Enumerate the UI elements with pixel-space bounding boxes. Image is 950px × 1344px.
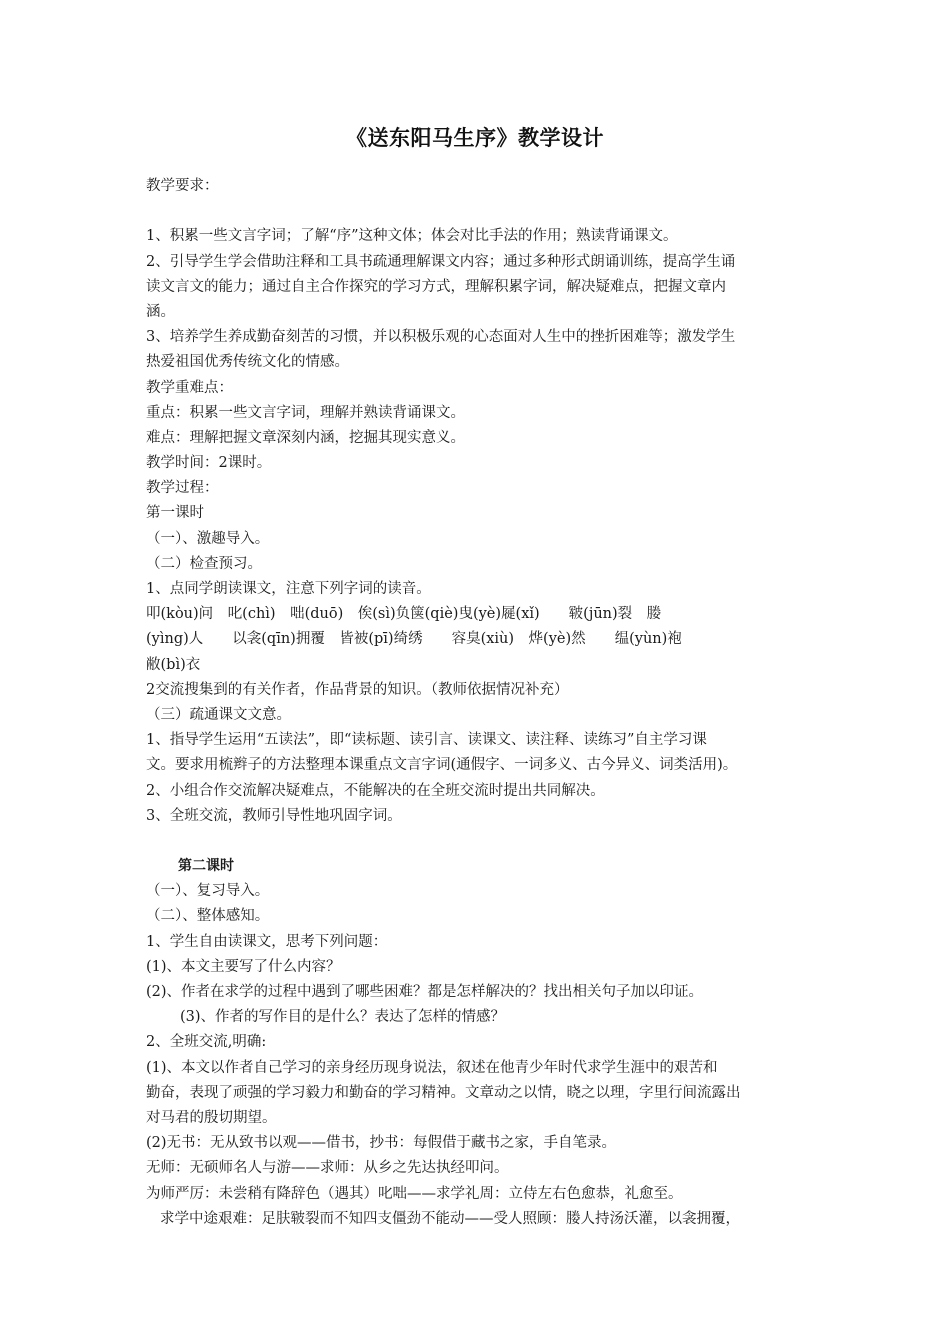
- blank-line: [146, 829, 814, 854]
- lesson-two-heading: 第二课时: [178, 858, 234, 875]
- answer-2-no-books: (2)无书：无从致书以观——借书，抄书：每假借于藏书之家，手自笔录。: [146, 1135, 617, 1152]
- lesson-one-step-3-item-2: 2、小组合作交流解决疑难点，不能解决的在全班交流时提出共同解决。: [146, 782, 605, 799]
- pronunciation-list: 叩(kòu)问 叱(chì) 咄(duō) 俟(sì)负箧(qiè)曳(yè)屣(xǐ) 皲(jūn)裂 媵: [146, 606, 662, 623]
- lesson-two-step-1: （一）、复习导入。: [146, 883, 270, 900]
- lesson-one-step-3: （三）疏通课文文意。: [146, 706, 291, 723]
- requirement-item-3-cont: 热爱祖国优秀传统文化的情感。: [146, 354, 349, 371]
- lesson-one-step-2-item-2: 2交流搜集到的有关作者，作品背景的知识。（教师依据情况补充）: [146, 681, 569, 698]
- requirement-item-2: 2、引导学生学会借助注释和工具书疏通理解课文内容；通过多种形式朗诵训练，提高学生诵: [146, 253, 736, 270]
- answer-1-cont: 对马君的殷切期望。: [146, 1109, 277, 1126]
- answer-2-no-teacher: 无师：无硕师名人与游——求师：从乡之先达执经叩问。: [146, 1160, 509, 1177]
- requirement-item-2-cont: 读文言文的能力；通过自主合作探究的学习方式，理解积累字词，解决疑难点，把握文章内: [146, 278, 726, 295]
- key-point: 重点：积累一些文言字词，理解并熟读背诵课文。: [146, 404, 465, 421]
- lesson-two-step-2-item-2: 2、全班交流,明确:: [146, 1034, 267, 1051]
- section-heading-process: 教学过程：: [146, 480, 219, 497]
- lesson-one-step-3-item-1-cont: 文。要求用梳辫子的方法整理本课重点文言字词(通假字、一词多义、古今异义、词类活用)。: [146, 757, 738, 774]
- requirement-item-2-cont: 涵。: [146, 303, 175, 320]
- requirement-item-3: 3、培养学生养成勤奋刻苦的习惯，并以积极乐观的心态面对人生中的挫折困难等；激发学生: [146, 329, 736, 346]
- question-2: (2)、作者在求学的过程中遇到了哪些困难？都是怎样解决的？找出相关句子加以印证。: [146, 984, 704, 1000]
- question-1: (1)、本文主要写了什么内容？: [146, 958, 341, 975]
- answer-1: (1)、本文以作者自己学习的亲身经历现身说法，叙述在他青少年时代求学生涯中的艰苦和: [146, 1059, 718, 1076]
- question-3: (3)、作者的写作目的是什么？表达了怎样的情感？: [180, 1009, 506, 1026]
- lesson-one-step-2: （二）检查预习。: [146, 555, 262, 572]
- teaching-time: 教学时间：2课时。: [146, 455, 272, 472]
- answer-2-hardship: 求学中途艰难：足肤皲裂而不知四支僵劲不能动——受人照顾：媵人持汤沃灌，以衾拥覆，: [160, 1210, 740, 1227]
- blank-line: [146, 199, 814, 224]
- answer-2-strict-teacher: 为师严厉：未尝稍有降辞色（遇其）叱咄——求学礼周：立侍左右色愈恭，礼愈至。: [146, 1185, 683, 1202]
- answer-1-cont: 勤奋，表现了顽强的学习毅力和勤奋的学习精神。文章动之以情，晓之以理，字里行间流露出: [146, 1084, 741, 1101]
- requirement-item-1: 1、积累一些文言字词；了解“序”这种文体；体会对比手法的作用；熟读背诵课文。: [146, 228, 678, 245]
- pronunciation-list: 敝(bì)衣: [146, 656, 201, 673]
- lesson-two-step-2-item-1: 1、学生自由读课文，思考下列问题：: [146, 933, 388, 950]
- lesson-one-step-3-item-1: 1、指导学生运用“五读法”，即“读标题、读引言、读课文、读注释、读练习”自主学习课: [146, 732, 707, 749]
- lesson-one-heading: 第一课时: [146, 505, 204, 522]
- lesson-one-step-1: （一）、激趣导入。: [146, 530, 270, 547]
- document-body: [146, 174, 814, 1232]
- lesson-two-step-2: （二）、整体感知。: [146, 908, 270, 925]
- lesson-one-step-2-item-1: 1、点同学朗读课文，注意下列字词的读音。: [146, 581, 431, 597]
- pronunciation-list: (yìng)人 以衾(qīn)拥覆 皆被(pī)绮绣 容臭(xiù) 烨(yè)然 缊(yùn)袍: [146, 631, 682, 648]
- document-title: 《送东阳马生序》教学设计: [346, 126, 604, 150]
- difficult-point: 难点：理解把握文章深刻内涵，挖掘其现实意义。: [146, 429, 465, 446]
- lesson-one-step-3-item-3: 3、全班交流，教师引导性地巩固字词。: [146, 807, 402, 824]
- section-heading-key-points: 教学重难点：: [146, 379, 233, 396]
- section-heading-requirements: 教学要求：: [146, 178, 219, 194]
